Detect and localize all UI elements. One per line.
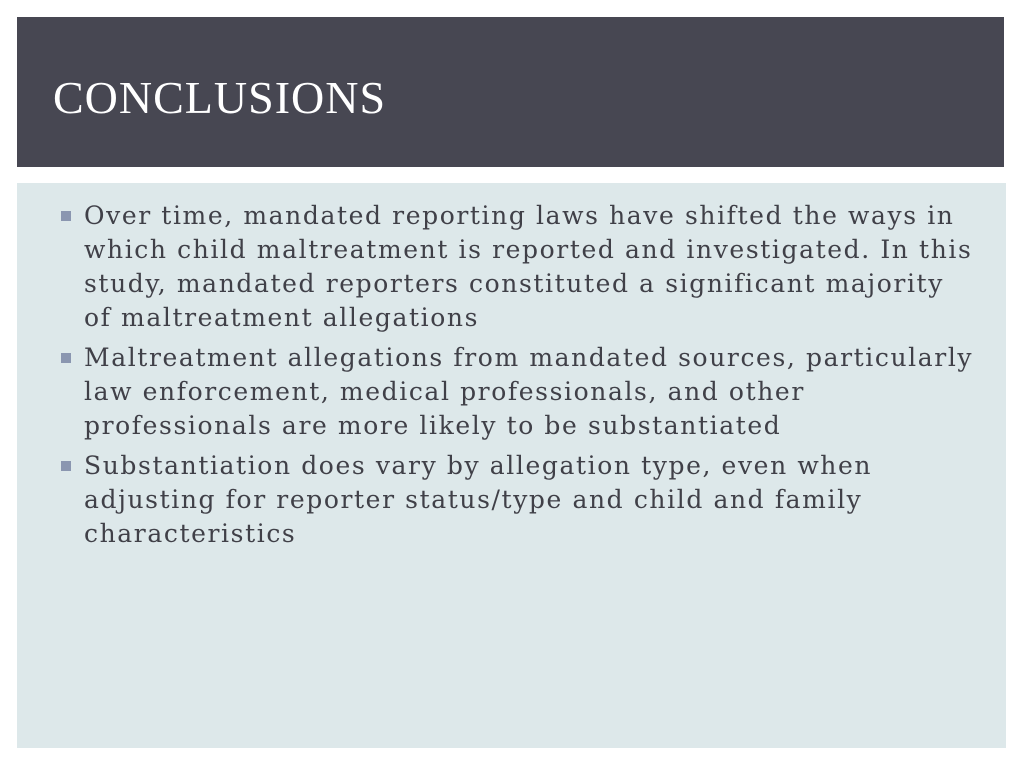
bullet-list	[61, 199, 976, 557]
bullet-text: Maltreatment allegations from mandated sources, particularly law enforcement, medical professionals, and other professionals are more likely to be substantiated	[84, 343, 974, 440]
bullet-item	[61, 199, 976, 335]
content-panel	[17, 183, 1006, 748]
square-bullet-icon	[61, 353, 71, 363]
bullet-text: Over time, mandated reporting laws have shifted the ways in which child maltreatment is reported and investigated. In this study, mandated reporters constituted a significant majority of maltreatment allegations	[84, 201, 973, 332]
bullet-text: Substantiation does vary by allegation type, even when adjusting for reporter status/type and child and family characteristics	[84, 451, 873, 548]
bullet-item	[61, 341, 976, 443]
title-bar	[17, 17, 1004, 167]
square-bullet-icon	[61, 461, 71, 471]
slide-title: CONCLUSIONS	[53, 72, 387, 123]
bullet-item	[61, 449, 976, 551]
square-bullet-icon	[61, 211, 71, 221]
